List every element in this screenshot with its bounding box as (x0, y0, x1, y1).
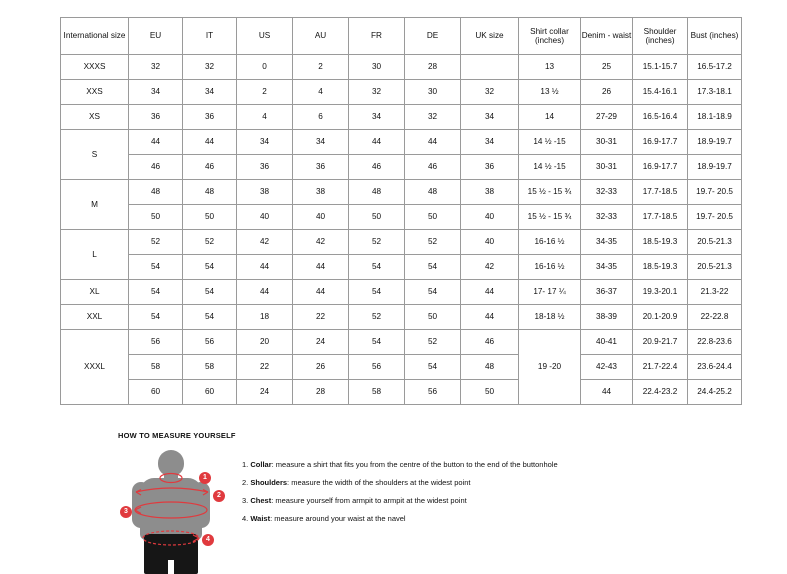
cell-shoulder: 17.7-18.5 (633, 180, 688, 205)
cell-shirt-collar: 15 ½ - 15 ¾ (519, 180, 581, 205)
table-row (61, 105, 742, 130)
cell-eu: 54 (129, 255, 183, 280)
cell-denim-waist: 42-43 (581, 355, 633, 380)
cell-bust: 23.6-24.4 (688, 355, 742, 380)
cell-eu: 60 (129, 380, 183, 405)
cell-eu: 46 (129, 155, 183, 180)
cell-eu: 50 (129, 205, 183, 230)
column-header-au: AU (293, 18, 349, 55)
cell-us: 4 (237, 105, 293, 130)
cell-shoulder: 22.4-23.2 (633, 380, 688, 405)
column-header-eu: EU (129, 18, 183, 55)
cell-uk-size: 34 (461, 130, 519, 155)
measure-step-term: Collar (250, 460, 272, 469)
cell-shoulder: 18.5-19.3 (633, 255, 688, 280)
cell-bust: 18.9-19.7 (688, 155, 742, 180)
cell-eu: 52 (129, 230, 183, 255)
cell-shoulder: 21.7-22.4 (633, 355, 688, 380)
column-header-it: IT (183, 18, 237, 55)
cell-shoulder: 16.9-17.7 (633, 155, 688, 180)
measure-step-number: 3. (242, 496, 249, 505)
measure-step-text: : measure the width of the shoulders at the widest point (287, 478, 471, 487)
cell-de: 54 (405, 355, 461, 380)
table-row (61, 280, 742, 305)
cell-au: 34 (293, 130, 349, 155)
cell-uk-size: 46 (461, 330, 519, 355)
cell-de: 32 (405, 105, 461, 130)
column-header-uk-size: UK size (461, 18, 519, 55)
cell-international-size: XXL (61, 305, 129, 330)
measure-title: HOW TO MEASURE YOURSELF (118, 431, 236, 440)
cell-denim-waist: 34-35 (581, 230, 633, 255)
cell-de: 30 (405, 80, 461, 105)
cell-fr: 58 (349, 380, 405, 405)
cell-uk-size: 44 (461, 305, 519, 330)
cell-us: 24 (237, 380, 293, 405)
cell-shoulder: 17.7-18.5 (633, 205, 688, 230)
cell-us: 44 (237, 255, 293, 280)
cell-shirt-collar: 14 ½ -15 (519, 130, 581, 155)
cell-it: 58 (183, 355, 237, 380)
column-header-bust: Bust (inches) (688, 18, 742, 55)
cell-us: 40 (237, 205, 293, 230)
cell-fr: 30 (349, 55, 405, 80)
cell-de: 54 (405, 255, 461, 280)
cell-denim-waist: 38-39 (581, 305, 633, 330)
cell-eu: 44 (129, 130, 183, 155)
cell-au: 6 (293, 105, 349, 130)
cell-de: 52 (405, 230, 461, 255)
cell-us: 22 (237, 355, 293, 380)
cell-fr: 52 (349, 230, 405, 255)
cell-us: 0 (237, 55, 293, 80)
cell-it: 32 (183, 55, 237, 80)
cell-au: 40 (293, 205, 349, 230)
cell-de: 44 (405, 130, 461, 155)
cell-shirt-collar: 16-16 ½ (519, 255, 581, 280)
cell-it: 36 (183, 105, 237, 130)
cell-denim-waist: 40-41 (581, 330, 633, 355)
cell-eu: 34 (129, 80, 183, 105)
cell-us: 38 (237, 180, 293, 205)
cell-eu: 58 (129, 355, 183, 380)
cell-eu: 54 (129, 280, 183, 305)
cell-bust: 24.4-25.2 (688, 380, 742, 405)
cell-international-size: XL (61, 280, 129, 305)
table-header-row (61, 18, 742, 55)
cell-it: 52 (183, 230, 237, 255)
cell-au: 26 (293, 355, 349, 380)
cell-shirt-collar: 18-18 ½ (519, 305, 581, 330)
column-header-shirt-collar: Shirt collar (inches) (519, 18, 581, 55)
cell-it: 54 (183, 280, 237, 305)
table-row (61, 130, 742, 155)
cell-it: 60 (183, 380, 237, 405)
cell-us: 36 (237, 155, 293, 180)
table-row (61, 205, 742, 230)
cell-us: 42 (237, 230, 293, 255)
cell-bust: 22.8-23.6 (688, 330, 742, 355)
table-row (61, 80, 742, 105)
cell-uk-size: 42 (461, 255, 519, 280)
cell-denim-waist: 25 (581, 55, 633, 80)
measure-step-text: : measure around your waist at the navel (270, 514, 406, 523)
measure-step-term: Shoulders (250, 478, 288, 487)
cell-shoulder: 19.3-20.1 (633, 280, 688, 305)
measure-step-term: Chest (250, 496, 272, 505)
cell-denim-waist: 26 (581, 80, 633, 105)
cell-denim-waist: 36-37 (581, 280, 633, 305)
cell-de: 48 (405, 180, 461, 205)
cell-uk-size: 32 (461, 80, 519, 105)
cell-uk-size: 36 (461, 155, 519, 180)
column-header-fr: FR (349, 18, 405, 55)
table-row (61, 305, 742, 330)
cell-it: 44 (183, 130, 237, 155)
cell-us: 34 (237, 130, 293, 155)
table-row (61, 230, 742, 255)
cell-it: 56 (183, 330, 237, 355)
column-header-de: DE (405, 18, 461, 55)
cell-uk-size: 48 (461, 355, 519, 380)
cell-eu: 48 (129, 180, 183, 205)
cell-bust: 20.5-21.3 (688, 230, 742, 255)
measure-step-number: 4. (242, 514, 249, 523)
cell-eu: 36 (129, 105, 183, 130)
cell-shoulder: 16.5-16.4 (633, 105, 688, 130)
cell-denim-waist: 32-33 (581, 180, 633, 205)
cell-bust: 22-22.8 (688, 305, 742, 330)
cell-shirt-collar: 14 (519, 105, 581, 130)
cell-uk-size: 50 (461, 380, 519, 405)
cell-uk-size (461, 55, 519, 80)
cell-shirt-collar: 17- 17 ¼ (519, 280, 581, 305)
measure-step-term: Waist (250, 514, 271, 523)
cell-fr: 44 (349, 130, 405, 155)
cell-fr: 56 (349, 355, 405, 380)
cell-uk-size: 34 (461, 105, 519, 130)
table-row (61, 380, 742, 405)
cell-au: 2 (293, 55, 349, 80)
cell-au: 44 (293, 255, 349, 280)
measure-steps (242, 448, 558, 532)
column-header-international-size: International size (61, 18, 129, 55)
table-body (61, 55, 742, 405)
cell-shoulder: 18.5-19.3 (633, 230, 688, 255)
cell-au: 38 (293, 180, 349, 205)
cell-au: 44 (293, 280, 349, 305)
cell-international-size: XXXS (61, 55, 129, 80)
table-row (61, 155, 742, 180)
cell-de: 50 (405, 305, 461, 330)
badge-waist: 4 (202, 534, 214, 546)
cell-bust: 20.5-21.3 (688, 255, 742, 280)
cell-it: 54 (183, 255, 237, 280)
cell-au: 36 (293, 155, 349, 180)
cell-denim-waist: 34-35 (581, 255, 633, 280)
cell-international-size: XXS (61, 80, 129, 105)
cell-uk-size: 40 (461, 205, 519, 230)
body-figure (118, 448, 228, 573)
table-row (61, 330, 742, 355)
cell-shoulder: 16.9-17.7 (633, 130, 688, 155)
cell-shirt-collar: 13 ½ (519, 80, 581, 105)
cell-de: 28 (405, 55, 461, 80)
measure-step (242, 514, 558, 523)
cell-shoulder: 15.1-15.7 (633, 55, 688, 80)
cell-fr: 54 (349, 280, 405, 305)
cell-bust: 21.3-22 (688, 280, 742, 305)
cell-eu: 56 (129, 330, 183, 355)
cell-shoulder: 20.9-21.7 (633, 330, 688, 355)
cell-denim-waist: 27-29 (581, 105, 633, 130)
column-header-shoulder: Shoulder (inches) (633, 18, 688, 55)
badge-shoulders: 2 (213, 490, 225, 502)
cell-bust: 18.9-19.7 (688, 130, 742, 155)
measurement-lines-icon (118, 448, 228, 573)
cell-us: 44 (237, 280, 293, 305)
cell-de: 54 (405, 280, 461, 305)
cell-shirt-collar: 19 -20 (519, 330, 581, 405)
cell-shoulder: 20.1-20.9 (633, 305, 688, 330)
cell-denim-waist: 30-31 (581, 155, 633, 180)
cell-us: 18 (237, 305, 293, 330)
measure-step (242, 478, 558, 487)
cell-bust: 17.3-18.1 (688, 80, 742, 105)
cell-fr: 50 (349, 205, 405, 230)
cell-au: 24 (293, 330, 349, 355)
cell-de: 56 (405, 380, 461, 405)
cell-it: 46 (183, 155, 237, 180)
cell-bust: 18.1-18.9 (688, 105, 742, 130)
table-row (61, 355, 742, 380)
cell-international-size: L (61, 230, 129, 280)
cell-fr: 54 (349, 255, 405, 280)
cell-au: 22 (293, 305, 349, 330)
cell-bust: 19.7- 20.5 (688, 205, 742, 230)
column-header-denim-waist: Denim - waist (581, 18, 633, 55)
table-row (61, 255, 742, 280)
cell-us: 20 (237, 330, 293, 355)
cell-uk-size: 38 (461, 180, 519, 205)
cell-uk-size: 40 (461, 230, 519, 255)
cell-uk-size: 44 (461, 280, 519, 305)
cell-au: 4 (293, 80, 349, 105)
cell-denim-waist: 44 (581, 380, 633, 405)
size-chart-table (60, 17, 742, 405)
cell-international-size: XS (61, 105, 129, 130)
measure-step-text: : measure yourself from armpit to armpit at the widest point (271, 496, 467, 505)
cell-fr: 32 (349, 80, 405, 105)
cell-shirt-collar: 15 ½ - 15 ¾ (519, 205, 581, 230)
cell-fr: 48 (349, 180, 405, 205)
cell-bust: 16.5-17.2 (688, 55, 742, 80)
cell-it: 50 (183, 205, 237, 230)
cell-de: 46 (405, 155, 461, 180)
cell-eu: 54 (129, 305, 183, 330)
cell-international-size: M (61, 180, 129, 230)
measure-step-number: 2. (242, 478, 249, 487)
cell-us: 2 (237, 80, 293, 105)
cell-de: 50 (405, 205, 461, 230)
how-to-measure-section (118, 431, 718, 573)
cell-de: 52 (405, 330, 461, 355)
cell-au: 28 (293, 380, 349, 405)
column-header-us: US (237, 18, 293, 55)
cell-fr: 46 (349, 155, 405, 180)
cell-shirt-collar: 14 ½ -15 (519, 155, 581, 180)
cell-it: 48 (183, 180, 237, 205)
cell-fr: 54 (349, 330, 405, 355)
cell-it: 34 (183, 80, 237, 105)
cell-shoulder: 15.4-16.1 (633, 80, 688, 105)
cell-shirt-collar: 16-16 ½ (519, 230, 581, 255)
cell-international-size: XXXL (61, 330, 129, 405)
badge-collar: 1 (199, 472, 211, 484)
measure-step (242, 496, 558, 505)
cell-shirt-collar: 13 (519, 55, 581, 80)
measure-step-text: : measure a shirt that fits you from the centre of the button to the end of the buttonhole (271, 460, 558, 469)
cell-it: 54 (183, 305, 237, 330)
cell-au: 42 (293, 230, 349, 255)
cell-international-size: S (61, 130, 129, 180)
measure-step-number: 1. (242, 460, 249, 469)
table-row (61, 180, 742, 205)
cell-eu: 32 (129, 55, 183, 80)
cell-bust: 19.7- 20.5 (688, 180, 742, 205)
measure-step (242, 460, 558, 469)
cell-fr: 52 (349, 305, 405, 330)
cell-denim-waist: 32-33 (581, 205, 633, 230)
cell-denim-waist: 30-31 (581, 130, 633, 155)
table-row (61, 55, 742, 80)
cell-fr: 34 (349, 105, 405, 130)
badge-chest: 3 (120, 506, 132, 518)
